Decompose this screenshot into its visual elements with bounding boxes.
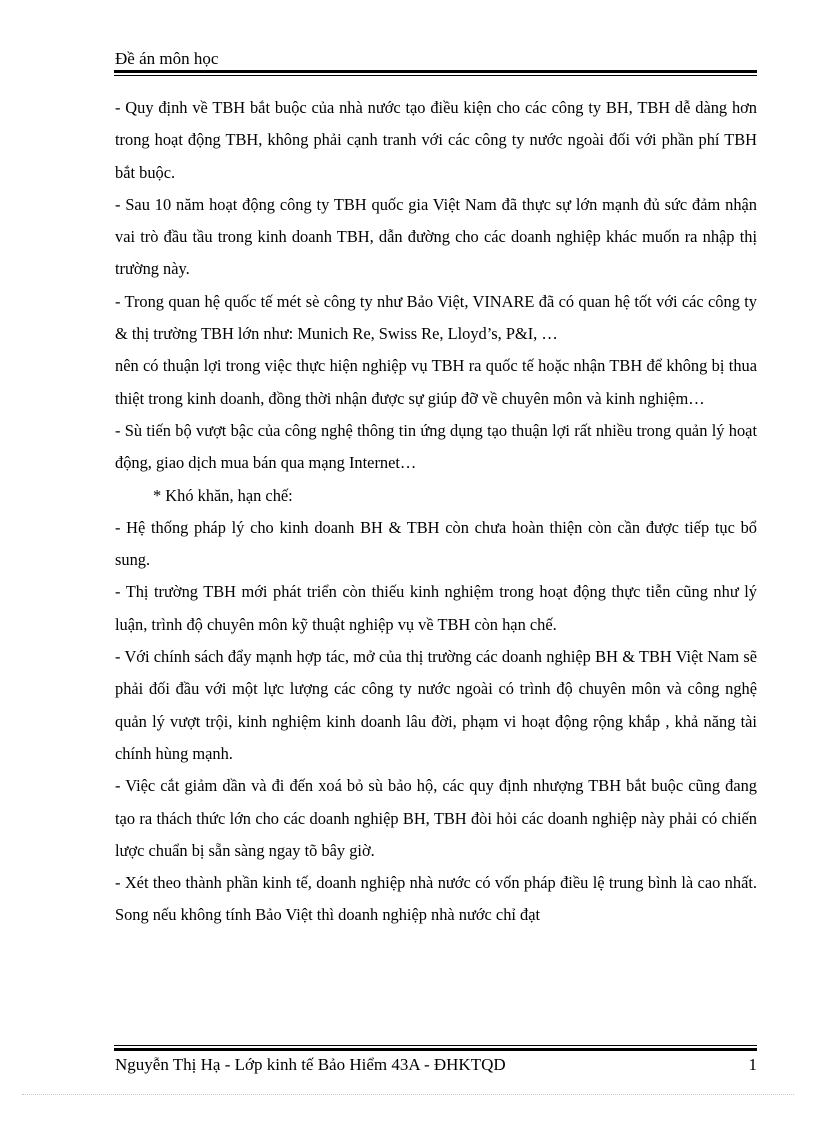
- page-footer: [115, 1054, 757, 1076]
- paragraph-foreign-competition: - Với chính sách đẩy mạnh hợp tác, mở của thị trường các doanh nghiệp BH & TBH Việt Nam sẽ phải đối đầu với một lực lượng các công ty nước ngoài có trình độ chuyên môn và công nghệ quản lý vượt trội, kinh nghiệm kinh doanh lâu đời, phạm vi hoạt động rộng khắp , khả năng tài chính hùng mạnh.: [115, 647, 757, 763]
- header-rule-thin: [114, 75, 757, 76]
- document-body: [115, 92, 757, 932]
- paragraph-international-benefits: nên có thuận lợi trong việc thực hiện nghiệp vụ TBH ra quốc tế hoặc nhận TBH để không bị thua thiệt trong kinh doanh, đồng thời nhận được sự giúp đỡ về chuyên môn và kinh nghiệm…: [115, 356, 757, 408]
- paragraph-technology-progress: - Sù tiến bộ vượt bậc của công nghệ thông tin ứng dụng tạo thuận lợi rất nhiều trong quản lý hoạt động, giao dịch mua bán qua mạng Internet…: [115, 420, 757, 473]
- paragraph-compulsory-reinsurance: - Quy định về TBH bắt buộc của nhà nước tạo điều kiện cho các công ty BH, TBH dễ dàng hơn trong hoạt động TBH, không phải cạnh tranh với các công ty nước ngoài đối với phần phí TBH bắt buộc.: [115, 98, 757, 182]
- paragraph-vinare-growth: - Sau 10 năm hoạt động công ty TBH quốc gia Việt Nam đã thực sự lớn mạnh đủ sức đảm nhận vai trò đầu tầu trong kinh doanh TBH, dẫn đường cho các doanh nghiệp khác muốn ra nhập thị trường này.: [115, 194, 757, 279]
- paragraph-protection-removal: - Việc cắt giảm dần và đi đến xoá bỏ sù bảo hộ, các quy định nhượng TBH bắt buộc cũng đang tạo ra thách thức lớn cho các doanh nghiệp BH, TBH đòi hỏi các doanh nghiệp này phải có chiến lược chuẩn bị sẵn sàng ngay tõ bây giờ.: [115, 776, 757, 860]
- footer-rule-thin: [114, 1045, 757, 1046]
- paragraph-economic-sector: - Xét theo thành phần kinh tế, doanh nghiệp nhà nước có vốn pháp điều lệ trung bình là cao nhất. Song nếu không tính Bảo Việt thì doanh nghiệp nhà nước chỉ đạt: [115, 873, 757, 925]
- paragraph-international-relations: - Trong quan hệ quốc tế mét sè công ty như Bảo Việt, VINARE đã có quan hệ tốt với các công ty & thị trường TBH lớn như: Munich Re, Swiss Re, Lloyd’s, P&I, …: [115, 291, 757, 344]
- footer-rule-thick: [114, 1048, 757, 1051]
- page-number: 1: [748, 1055, 757, 1074]
- page-header-title: Đề án môn học: [115, 49, 219, 68]
- paragraph-legal-system: - Hệ thống pháp lý cho kinh doanh BH & TBH còn chưa hoàn thiện còn cần được tiếp tục bổ sung.: [115, 517, 757, 570]
- footer-author-line: Nguyễn Thị Hạ - Lớp kinh tế Bảo Hiểm 43A - ĐHKTQD: [115, 1055, 506, 1074]
- section-heading-difficulties: * Khó khăn, hạn chế:: [153, 485, 293, 505]
- paragraph-market-experience: - Thị trường TBH mới phát triển còn thiếu kinh nghiệm trong hoạt động thực tiễn cũng như lý luận, trình độ chuyên môn kỹ thuật nghiệp vụ về TBH còn hạn chế.: [115, 582, 757, 634]
- page-boundary-divider: [22, 1094, 794, 1095]
- header-rule-thick: [114, 70, 757, 73]
